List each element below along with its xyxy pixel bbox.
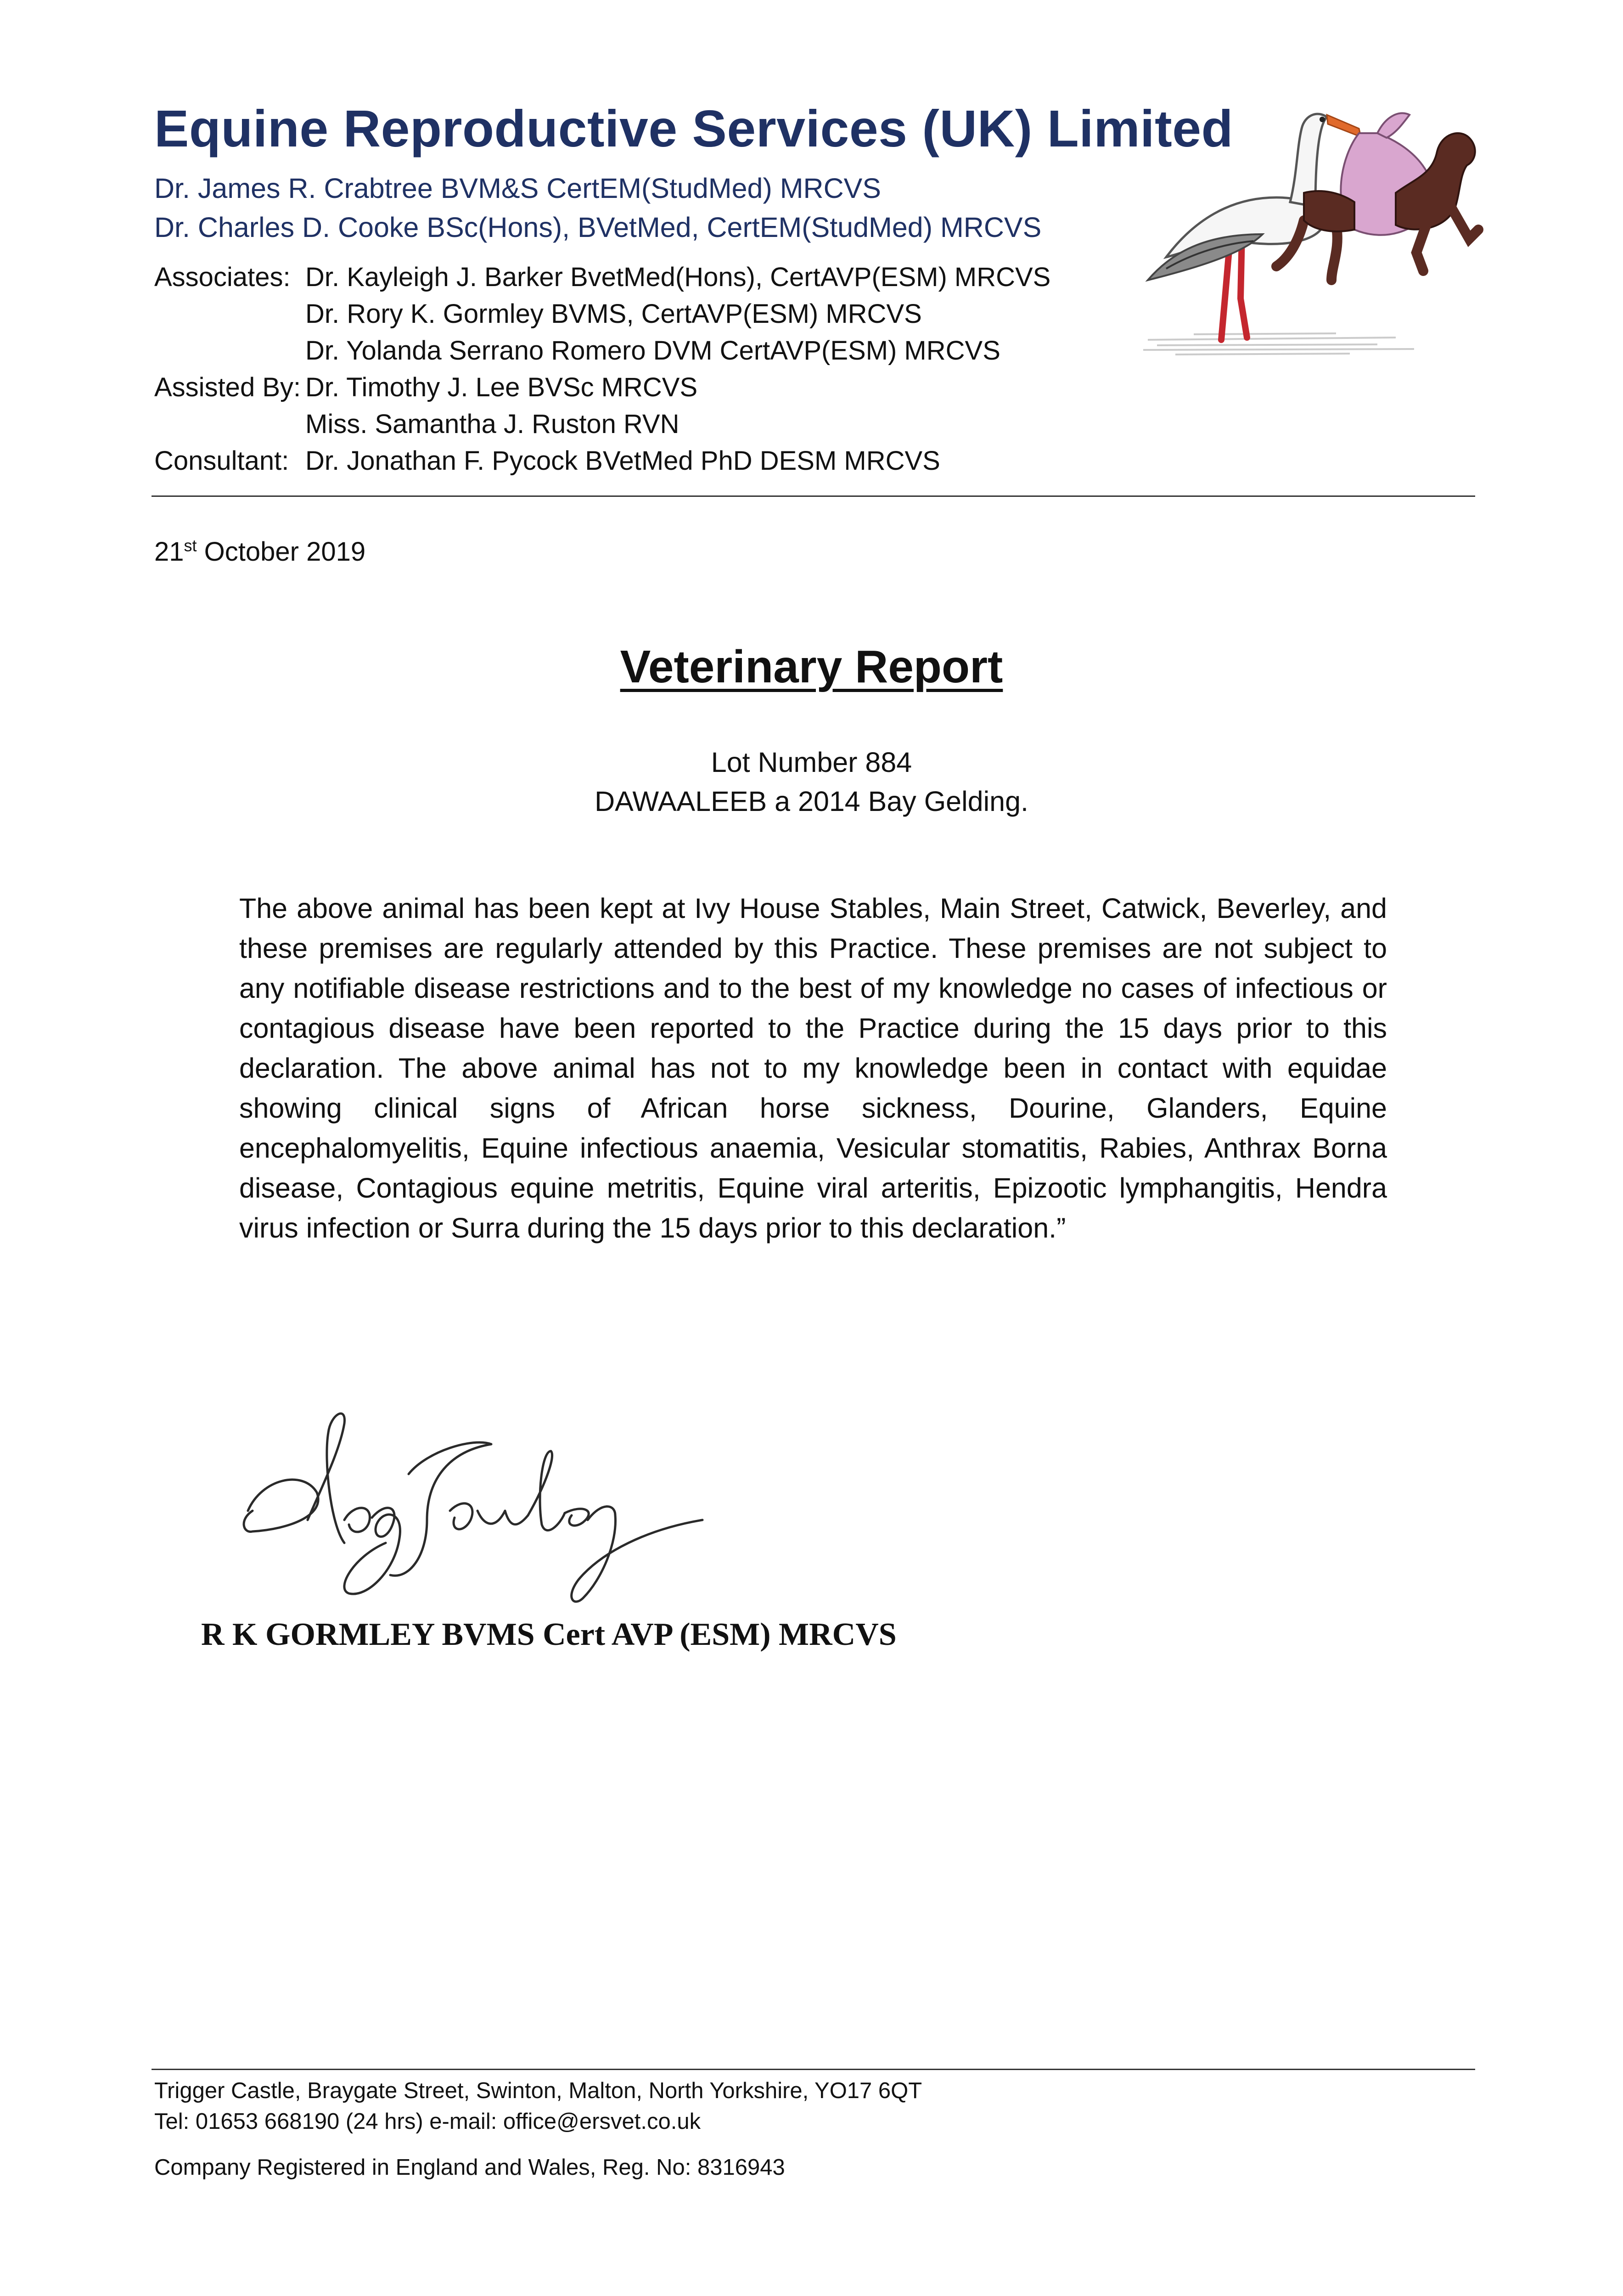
staff-role-label: Assisted By: xyxy=(154,372,301,402)
staff-name: Miss. Samantha J. Ruston RVN xyxy=(305,409,680,439)
lot-number: Lot Number 884 xyxy=(711,747,912,778)
staff-name: Dr. Jonathan F. Pycock BVetMed PhD DESM MRCVS xyxy=(305,446,940,476)
company-name: Equine Reproductive Services (UK) Limited xyxy=(154,100,1234,158)
handwritten-signature xyxy=(234,1405,712,1616)
partner-line: Dr. Charles D. Cooke BSc(Hons), BVetMed, CertEM(StudMed) MRCVS xyxy=(154,212,1042,243)
report-body: The above animal has been kept at Ivy House Stables, Main Street, Catwick, Beverley, and these premises are regularly attended by this Practice. These premises are not subject to any notifiable disease restrictions and to the best of my knowledge no cases of infectious or contagious disease have been reported to the Practice during the 15 days prior to this declaration. The above animal has not to my knowledge been in contact with equidae showing clinical signs of African horse sickness, Dourine, Glanders, Equine encephalomyelitis, Equine infectious anaemia, Vesicular stomatitis, Rabies, Anthrax Borna disease, Contagious equine metritis, Equine viral arteritis, Epizootic lymphangitis, Hendra virus infection or Surra during the 15 days prior to this declaration.” xyxy=(239,893,1387,1244)
footer-divider xyxy=(152,2069,1475,2070)
letter-date xyxy=(154,536,365,567)
staff-role-label: Associates: xyxy=(154,262,291,292)
date-month-year: October 2019 xyxy=(197,537,366,567)
staff-name: Dr. Kayleigh J. Barker BvetMed(Hons), CertAVP(ESM) MRCVS xyxy=(305,262,1051,292)
partner-line: Dr. James R. Crabtree BVM&S CertEM(StudMed) MRCVS xyxy=(154,173,881,204)
staff-name: Dr. Rory K. Gormley BVMS, CertAVP(ESM) MRCVS xyxy=(305,299,922,329)
footer-address: Trigger Castle, Braygate Street, Swinton, Malton, North Yorkshire, YO17 6QT xyxy=(154,2078,922,2103)
report-title: Veterinary Report xyxy=(620,641,1003,692)
footer-contact: Tel: 01653 668190 (24 hrs) e-mail: office@ersvet.co.uk xyxy=(154,2109,701,2134)
animal-description: DAWAALEEB a 2014 Bay Gelding. xyxy=(595,786,1028,817)
header-divider xyxy=(152,495,1475,497)
footer-registration: Company Registered in England and Wales, Reg. No: 8316943 xyxy=(154,2155,785,2180)
date-day: 21 xyxy=(154,537,184,567)
staff-name: Dr. Yolanda Serrano Romero DVM CertAVP(ESM) MRCVS xyxy=(305,336,1000,366)
staff-name: Dr. Timothy J. Lee BVSc MRCVS xyxy=(305,372,698,402)
stork-carrying-foal-logo xyxy=(1139,83,1488,358)
signatory-name: R K GORMLEY BVMS Cert AVP (ESM) MRCVS xyxy=(201,1617,897,1652)
staff-role-label: Consultant: xyxy=(154,446,289,476)
date-ordinal-suffix: st xyxy=(184,536,197,555)
